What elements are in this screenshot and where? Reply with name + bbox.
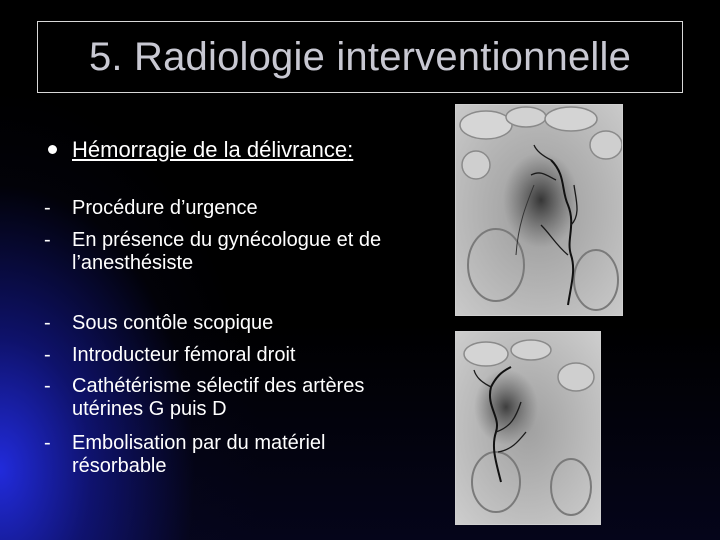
list-item-text: Embolisation par du matériel résorbable: [72, 432, 326, 477]
dash-marker: -: [44, 197, 51, 219]
list-item-text: Procédure d’urgence: [72, 197, 258, 219]
list-item-text: Sous contôle scopique: [72, 312, 274, 334]
slide-title: 5. Radiologie interventionnelle: [88, 34, 632, 79]
list-item-text: Introducteur fémoral droit: [72, 344, 296, 366]
dash-marker: -: [44, 375, 51, 397]
title-box: [37, 21, 683, 93]
angiography-image-bottom: [455, 331, 601, 525]
heading-text: Hémorragie de la délivrance: [72, 137, 348, 162]
dash-marker: -: [44, 344, 51, 366]
dash-marker: -: [44, 229, 51, 251]
dash-marker: -: [44, 312, 51, 334]
angiography-image-top: [455, 104, 623, 316]
list-item-text: Cathétérisme sélectif des artères utérines G puis D: [72, 375, 365, 420]
dash-marker: -: [44, 432, 51, 454]
list-item-text: En présence du gynécologue et de l’anesthésiste: [72, 229, 382, 274]
bullet-dot-icon: [48, 145, 57, 154]
heading-colon: :: [347, 137, 354, 162]
